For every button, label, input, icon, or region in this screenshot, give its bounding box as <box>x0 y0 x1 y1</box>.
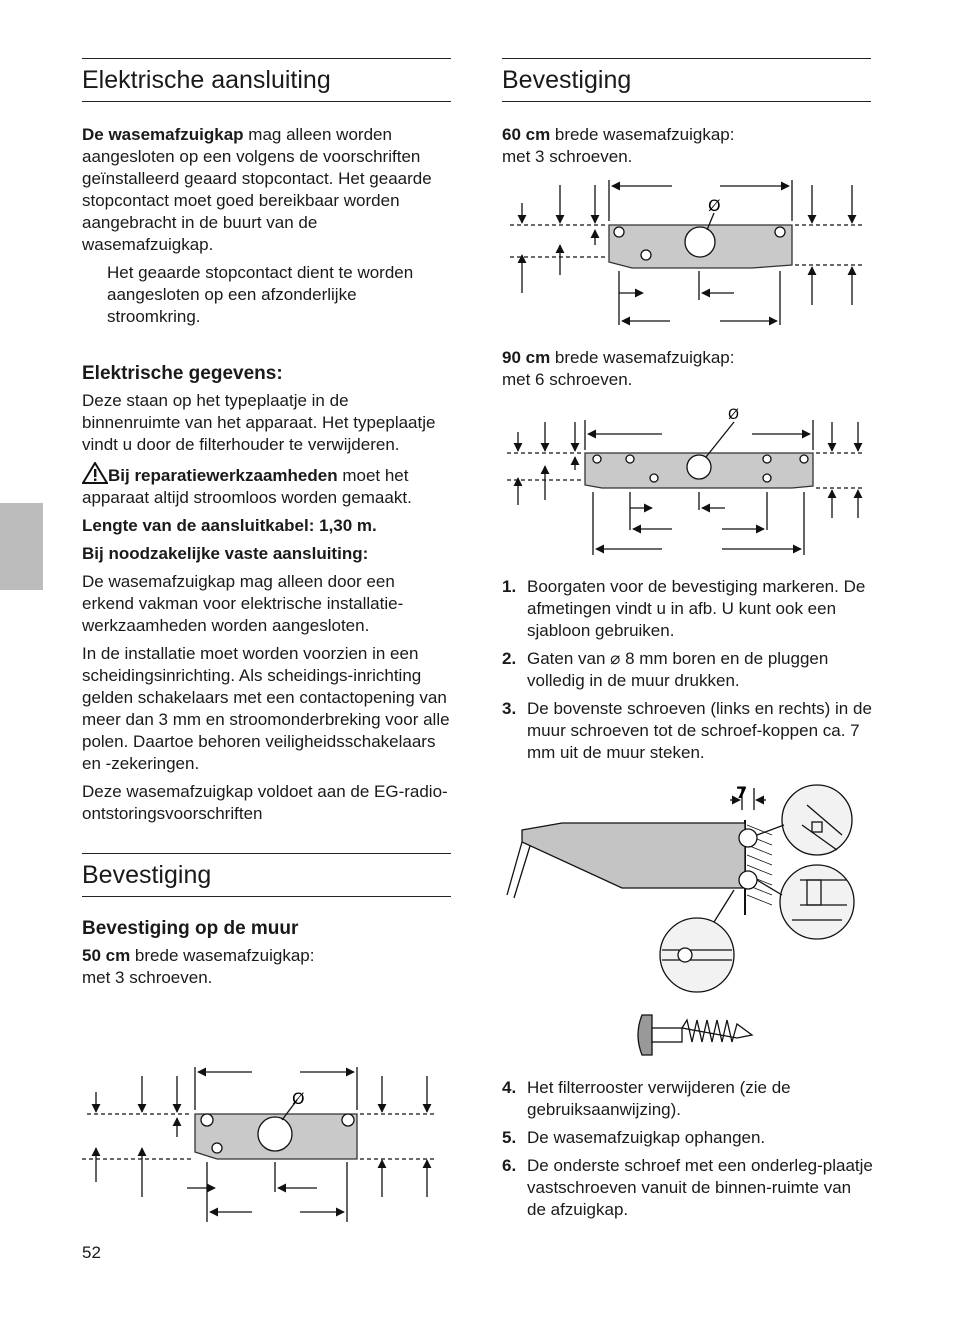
cm60-bold: 60 cm <box>502 125 551 144</box>
cm60-screws: met 3 schroeven. <box>502 147 633 166</box>
cm50-screws: met 3 schroeven. <box>82 968 213 987</box>
warning-rest: moet het apparaat altijd stroomloos worden gemaakt. <box>82 466 412 507</box>
page-number: 52 <box>82 1243 101 1262</box>
cm50-rest: brede wasemafzuigkap: <box>130 946 315 965</box>
mounting-illustration <box>502 780 862 1062</box>
intro-paragraph <box>82 124 451 256</box>
left-column <box>82 58 451 989</box>
step-item <box>502 576 874 642</box>
warning-paragraph <box>82 462 451 509</box>
diagram-50cm <box>82 1062 442 1227</box>
steps-b <box>502 1077 874 1221</box>
cm50-bold: 50 cm <box>82 946 131 965</box>
steps-a <box>502 576 874 764</box>
step-number: 3. <box>502 699 517 718</box>
right-column <box>502 58 871 168</box>
step-item <box>502 1077 874 1121</box>
indent-note: Het geaarde stopcontact dient te worden aangesloten op een afzonderlijke stroomkring. <box>107 263 414 326</box>
cm60-rest: brede wasemafzuigkap: <box>550 125 735 144</box>
steps-list-a <box>502 576 874 770</box>
fixed-connection-title: Bij noodzakelijke vaste aansluiting: <box>82 544 369 563</box>
step-text: De wasemafzuigkap ophangen. <box>527 1128 766 1147</box>
subtitle-wall-fixing: Bevestiging op de muur <box>82 918 299 939</box>
subtitle-electrical-data: Elektrische gegevens: <box>82 363 283 384</box>
cm90-bold: 90 cm <box>502 348 551 367</box>
cable-length: Lengte van de aansluitkabel: 1,30 m. <box>82 516 377 535</box>
step-number: 5. <box>502 1128 517 1147</box>
section-title-electrical: Elektrische aansluiting <box>82 58 451 102</box>
cm60-line <box>502 124 871 146</box>
fixed-connection-text: De wasemafzuigkap mag alleen door een erkend vakman voor elektrische installatie-werkzaamheden worden aangesloten. <box>82 572 404 635</box>
installation-text: In de installatie moet worden voorzien in een scheidingsinrichting. Als scheidings-inrichting gelden schakelaars met een contactopening van meer dan 3 mm en stroomonderbreking voor alle polen. Daartoe behoren veiligheidsschakelaars en -zekeringen. <box>82 644 450 773</box>
step-item <box>502 648 874 692</box>
diagram-60cm <box>502 175 872 330</box>
step-number: 4. <box>502 1078 517 1097</box>
cm90-block <box>502 347 871 391</box>
step-text: Het filterrooster verwijderen (zie de gebruiksaanwijzing). <box>527 1078 791 1119</box>
cm90-rest: brede wasemafzuigkap: <box>550 348 735 367</box>
diameter-symbol-90: Ø <box>728 407 740 423</box>
step-text: De bovenste schroeven (links en rechts) in de muur schroeven tot de schroef-koppen ca. 7 mm uit de muur steken. <box>527 699 872 762</box>
step-item <box>502 1127 874 1149</box>
section-title-fixing-right: Bevestiging <box>502 58 871 102</box>
step-item <box>502 698 874 764</box>
data-paragraph: Deze staan op het typeplaatje in de binnenruimte van het apparaat. Het typeplaatje vindt u door de filterhouder te verwijderen. <box>82 391 436 454</box>
cm50-line <box>82 945 451 967</box>
warning-triangle-icon <box>82 462 108 484</box>
diagram-90cm <box>502 400 872 560</box>
section-title-fixing-left: Bevestiging <box>82 853 451 897</box>
step-text: Gaten van ⌀ 8 mm boren en de pluggen volledig in de muur drukken. <box>527 649 829 690</box>
step-number: 6. <box>502 1156 517 1175</box>
cm90-line <box>502 347 871 369</box>
step-number: 2. <box>502 649 517 668</box>
diameter-symbol: Ø <box>292 1089 305 1108</box>
side-tab-marker <box>0 503 43 590</box>
step-item <box>502 1155 874 1221</box>
diameter-symbol-60: Ø <box>708 196 721 215</box>
steps-list-b <box>502 1077 874 1227</box>
warning-bold: Bij reparatiewerkzaamheden <box>108 466 338 485</box>
eg-text: Deze wasemafzuigkap voldoet aan de EG-radio-ontstoringsvoorschriften <box>82 782 448 823</box>
intro-rest: mag alleen worden aangesloten op een volgens de voorschriften geïnstalleerd geaard stopcontact. Het geaarde stopcontact moet goed bereikbaar worden aangebracht in de buurt van de wasemafzuigkap. <box>82 125 432 254</box>
measure-label: 7 <box>736 783 748 802</box>
intro-bold: De wasemafzuigkap <box>82 125 244 144</box>
step-text: Boorgaten voor de bevestiging markeren. De afmetingen vindt u in afb. U kunt ook een sjabloon gebruiken. <box>527 577 866 640</box>
cm90-screws: met 6 schroeven. <box>502 370 633 389</box>
step-text: De onderste schroef met een onderleg-plaatje vastschroeven vanuit de binnen-ruimte van de afzuigkap. <box>527 1156 873 1219</box>
step-number: 1. <box>502 577 517 596</box>
